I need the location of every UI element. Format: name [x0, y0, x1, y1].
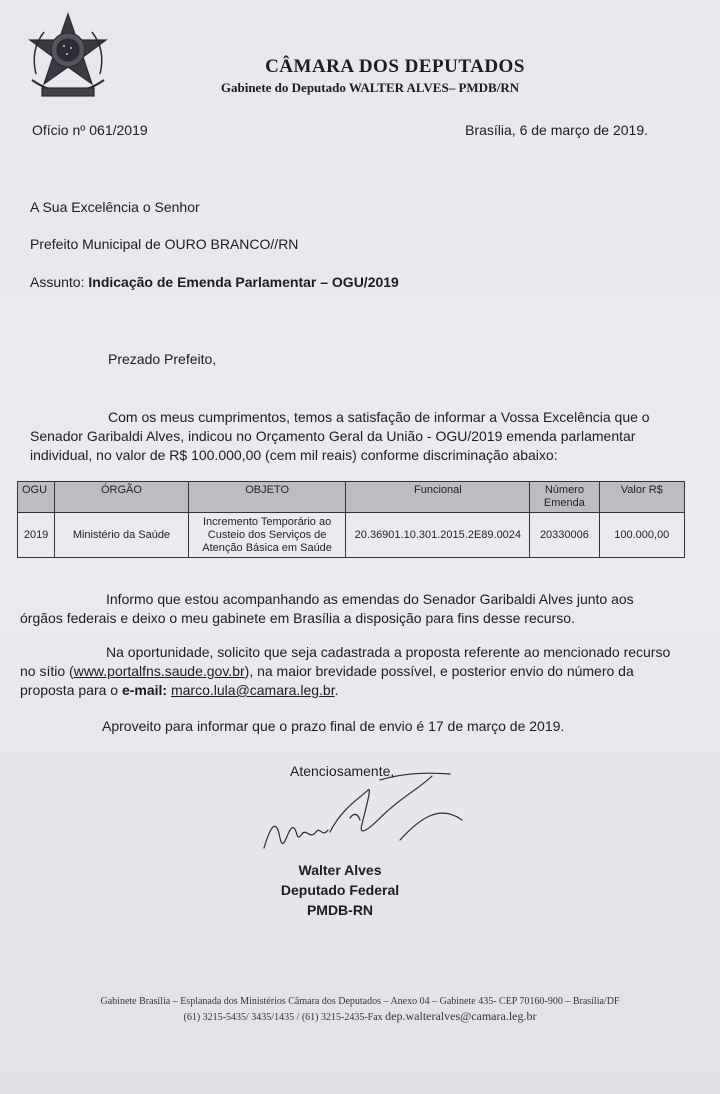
- cell-orgao: Ministério da Saúde: [55, 513, 189, 558]
- recipient-line-1: A Sua Excelência o Senhor: [30, 199, 200, 215]
- signature-block: [250, 860, 430, 920]
- subject-label: Assunto:: [30, 274, 85, 290]
- table-header-cell: OBJETO: [188, 482, 346, 513]
- closing: Atenciosamente,: [290, 763, 395, 779]
- table-row: [18, 513, 685, 558]
- table-header-cell: OGU: [18, 482, 55, 513]
- table-header-cell: Funcional: [346, 482, 530, 513]
- paragraph-3-text: .: [334, 682, 339, 698]
- paragraph-2-line: Informo que estou acompanhando as emendas do Senador Garibaldi Alves junto aos: [106, 591, 634, 607]
- paragraph-2: [20, 590, 678, 628]
- header-subtitle: Gabinete do Deputado WALTER ALVES– PMDB/RN: [220, 80, 520, 95]
- salutation: Prezado Prefeito,: [108, 351, 217, 367]
- table-header-cell: Valor R$: [599, 482, 684, 513]
- recipient-line-2: Prefeito Municipal de OURO BRANCO//RN: [30, 236, 299, 252]
- table-header-cell: Número Emenda: [530, 482, 599, 513]
- header-title: CÂMARA DOS DEPUTADOS: [265, 56, 525, 77]
- subject-text: Indicação de Emenda Parlamentar – OGU/2019: [88, 274, 399, 290]
- portal-link[interactable]: www.portalfns.saude.gov.br: [73, 663, 245, 679]
- footer-phones: (61) 3215-5435/ 3435/1435 / (61) 3215-2435-Fax: [183, 1012, 386, 1023]
- handwritten-signature: [250, 768, 470, 868]
- paragraph-3-line: [20, 662, 678, 681]
- letter-reference: Ofício nº 061/2019: [32, 122, 148, 138]
- footer-email[interactable]: dep.walteralves@camara.leg.br: [385, 1009, 537, 1023]
- footer: [20, 996, 700, 1024]
- paragraph-1-line: Com os meus cumprimentos, temos a satisfação de informar a Vossa Excelência que o: [108, 409, 650, 425]
- paragraph-1: [30, 408, 678, 465]
- paragraph-3-text: proposta para o: [20, 682, 122, 698]
- table-header-row: [18, 482, 685, 513]
- cell-ogu: 2019: [18, 513, 55, 558]
- paragraph-3-text: no sítio (: [20, 663, 74, 679]
- footer-address: Gabinete Brasília – Esplanada dos Ministérios Câmara dos Deputados – Anexo 04 – Gabinete 435- CEP 70160-900 – Brasília/DF: [100, 996, 620, 1007]
- signature-role: Deputado Federal: [280, 882, 400, 898]
- paragraph-2-line: órgãos federais e deixo o meu gabinete em Brasília a disposição para fins desse recurso.: [20, 610, 575, 626]
- paragraph-1-line: individual, no valor de R$ 100.000,00 (cem mil reais) conforme discriminação abaixo:: [30, 447, 558, 463]
- email-link[interactable]: marco.lula@camara.leg.br: [170, 682, 335, 698]
- email-label: e-mail:: [121, 682, 168, 698]
- subject-line: [30, 273, 399, 291]
- table-header-cell: ÓRGÃO: [55, 482, 189, 513]
- paragraph-3-text: ), na maior brevidade possível, e posterior envio do número da: [244, 663, 634, 679]
- paragraph-3-line: [20, 681, 678, 700]
- cell-objeto: Incremento Temporário ao Custeio dos Serviços de Atenção Básica em Saúde: [188, 513, 346, 558]
- letter-date: Brasília, 6 de março de 2019.: [465, 122, 648, 138]
- footer-contact: [20, 1009, 700, 1024]
- paragraph-1-line: Senador Garibaldi Alves, indicou no Orçamento Geral da União - OGU/2019 emenda parlamentar: [30, 428, 636, 444]
- signature-party: PMDB-RN: [306, 902, 374, 918]
- paragraph-3-line: Na oportunidade, solicito que seja cadastrada a proposta referente ao mencionado recurso: [106, 644, 671, 660]
- cell-valor: 100.000,00: [599, 513, 684, 558]
- cell-funcional: 20.36901.10.301.2015.2E89.0024: [346, 513, 530, 558]
- cell-numero-emenda: 20330006: [530, 513, 599, 558]
- emenda-table: [17, 481, 685, 558]
- paragraph-4: Aproveito para informar que o prazo final de envio é 17 de março de 2019.: [102, 718, 565, 734]
- paragraph-3: [20, 643, 678, 700]
- signature-name: Walter Alves: [298, 862, 382, 878]
